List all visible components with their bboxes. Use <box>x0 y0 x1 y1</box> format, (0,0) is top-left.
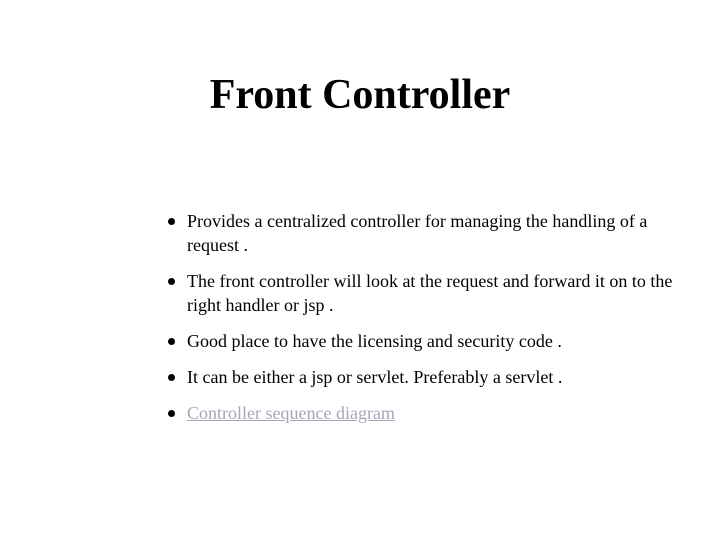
bullet-dot-icon <box>168 278 175 285</box>
bullet-list <box>163 209 673 437</box>
bullet-text: Good place to have the licensing and security code . <box>187 331 562 351</box>
bullet-text: The front controller will look at the request and forward it on to the right handler or jsp . <box>187 271 673 315</box>
bullet-item <box>163 209 673 257</box>
slide-title-text: Front Controller <box>209 72 511 118</box>
bullet-item <box>163 269 673 317</box>
bullet-dot-icon <box>168 218 175 225</box>
bullet-item-link <box>163 401 673 425</box>
bullet-item <box>163 365 673 389</box>
bullet-dot-icon <box>168 338 175 345</box>
slide-title <box>0 68 720 122</box>
bullet-dot-icon <box>168 374 175 381</box>
bullet-text: Provides a centralized controller for managing the handling of a request . <box>187 211 648 255</box>
bullet-dot-icon <box>168 410 175 417</box>
bullet-text: It can be either a jsp or servlet. Preferably a servlet . <box>187 367 563 387</box>
bullet-item <box>163 329 673 353</box>
controller-sequence-diagram-link[interactable]: Controller sequence diagram <box>187 403 395 423</box>
